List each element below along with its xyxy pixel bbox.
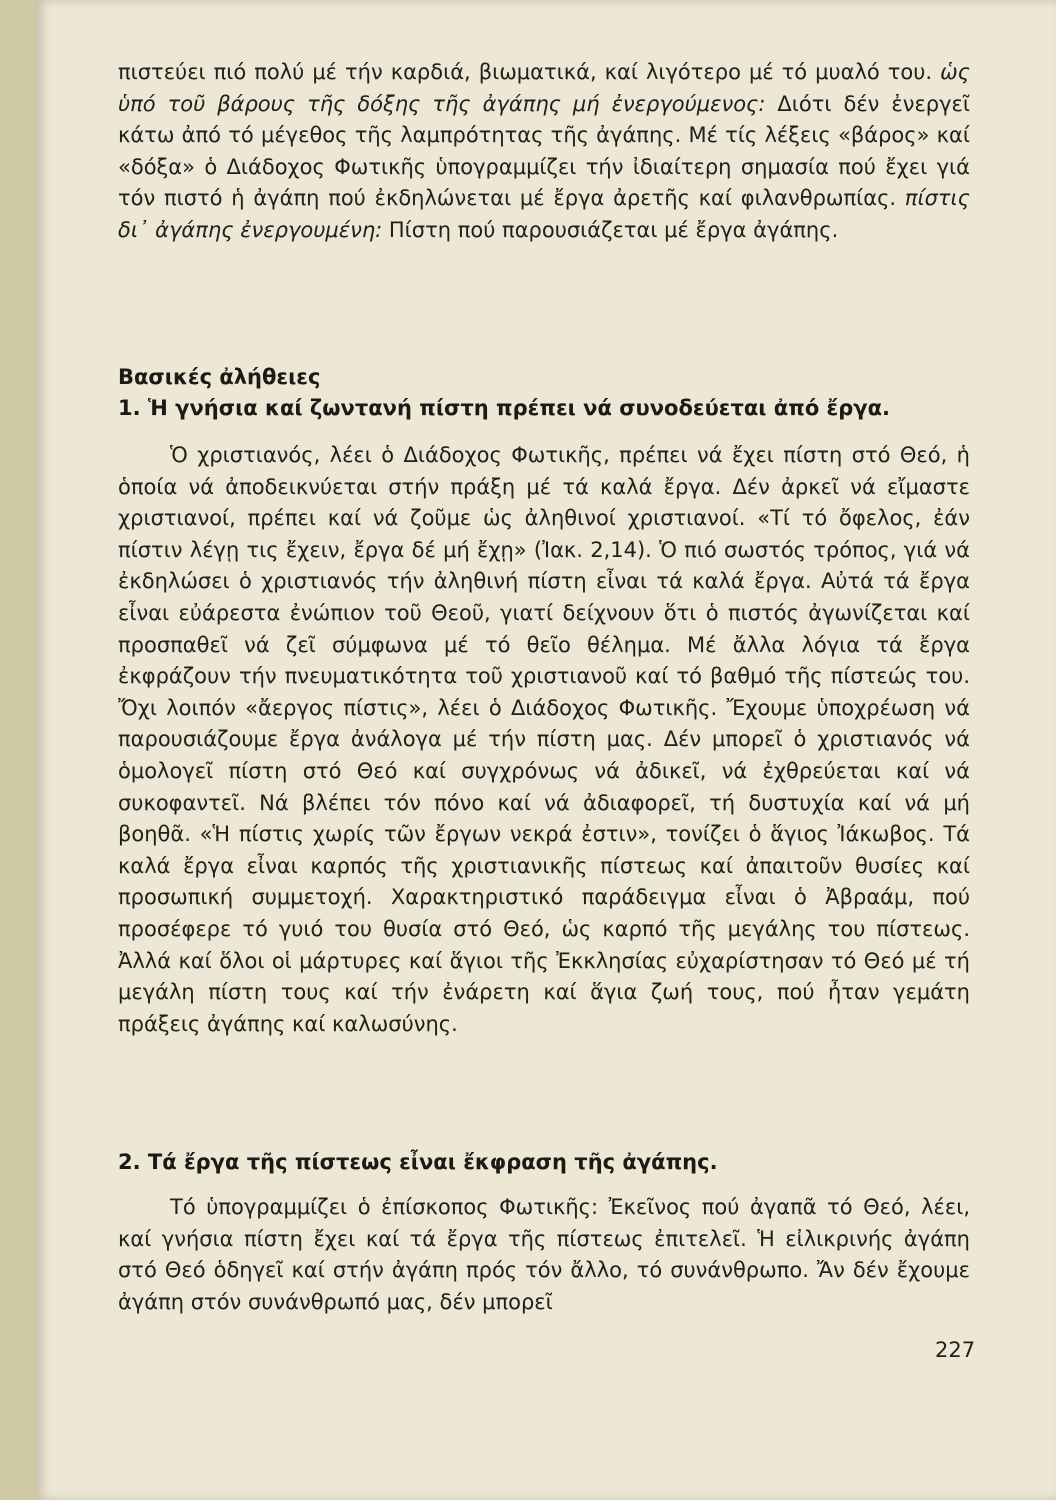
intro-text-2: Διότι δέν ἐνεργεῖ κάτω ἀπό τό μέγεθος τῆς λαμπρότητας τῆς ἀγάπης. Μέ τίς λέξεις «βάρος» καί «δόξα» ὁ Διάδοχος Φωτικῆς ὑπογραμμίζει τήν ἰδιαίτερη σημασία πού ἔχει γιά τόν πιστό ἡ ἀγάπη πού ἐκδηλώνεται μέ ἔργα ἀρετῆς καί φιλανθρωπίας. (118, 91, 971, 211)
intro-paragraph (118, 57, 970, 247)
section-1-heading: 1. Ἡ γνήσια καί ζωντανή πίστη πρέπει νά συνοδεύεται ἀπό ἔργα. (118, 396, 890, 420)
intro-italic-quote-2: πίστις δι᾽ ἀγάπης ἐνεργουμένη: (118, 186, 970, 242)
page-number: 227 (935, 1338, 976, 1362)
section-2-paragraph: Τό ὑπογραμμίζει ὁ ἐπίσκοπος Φωτικῆς: Ἐκεῖνος πού ἀγαπᾶ τό Θεό, λέει, καί γνήσια πίστη ἔχει καί τά ἔργα τῆς πίστεως ἐπιτελεῖ. Ἡ εἰλικρινής ἀγάπη στό Θεό ὁδηγεῖ καί στήν ἀγάπη πρός τόν ἄλλο, τό συνάνθρωπο. Ἄν δέν ἔχουμε ἀγάπη στόν συνάνθρωπό μας, δέν μπορεῖ (118, 1195, 970, 1314)
intro-italic-quote-1: ὡς ὑπό τοῦ βάρους τῆς δόξης τῆς ἀγάπης μή ἐνεργούμενος: (118, 60, 970, 116)
intro-text-1: πιστεύει πιό πολύ μέ τήν καρδιά, βιωματικά, καί λιγότερο μέ τό μυαλό του. (118, 60, 941, 84)
section-label: Βασικές ἀλήθειες (118, 365, 321, 389)
section-2-heading: 2. Τά ἔργα τῆς πίστεως εἶναι ἔκφραση τῆς ἀγάπης. (118, 1150, 718, 1174)
section-1-paragraph: Ὁ χριστιανός, λέει ὁ Διάδοχος Φωτικῆς, πρέπει νά ἔχει πίστη στό Θεό, ἡ ὁποία νά ἀποδεικνύεται στήν πράξη μέ τά καλά ἔργα. Δέν ἀρκεῖ νά εἴμαστε χριστιανοί, πρέπει καί νά ζοῦμε ὡς ἀληθινοί χριστιανοί. «Τί τό ὄφελος, ἐάν πίστιν λέγῃ τις ἔχειν, ἔργα δέ μή ἔχῃ» (Ἰακ. 2,14). Ὁ πιό σωστός τρόπος, γιά νά ἐκδηλώσει ὁ χριστιανός τήν ἀληθινή πίστη εἶναι τά καλά ἔργα. Αὐτά τά ἔργα εἶναι εὐάρεστα ἐνώπιον τοῦ Θεοῦ, γιατί δείχνουν ὅτι ὁ πιστός ἀγωνίζεται καί προσπαθεῖ νά ζεῖ σύμφωνα μέ τό θεῖο θέλημα. Μέ ἄλλα λόγια τά ἔργα ἐκφράζουν τήν πνευματικότητα τοῦ χριστιανοῦ καί τό βαθμό τῆς πίστεώς του. Ὄχι λοιπόν «ἄεργος πίστις», λέει ὁ Διάδοχος Φωτικῆς. Ἔχουμε ὑποχρέωση νά παρουσιάζουμε ἔργα ἀνάλογα μέ τήν πίστη μας. Δέν μπορεῖ ὁ χριστιανός νά ὁμολογεῖ πίστη στό Θεό καί συγχρόνως νά ἀδικεῖ, νά ἐχθρεύεται καί νά συκοφαντεῖ. Νά βλέπει τόν πόνο καί νά ἀδιαφορεῖ, τή δυστυχία καί νά μή βοηθᾶ. «Ἡ πίστις χωρίς τῶν ἔργων νεκρά ἐστιν», τονίζει ὁ ἅγιος Ἰάκωβος. Τά καλά ἔργα εἶναι καρπός τῆς χριστιανικῆς πίστεως καί ἀπαιτοῦν θυσίες καί προσωπική συμμετοχή. Χαρακτηριστικό παράδειγμα εἶναι ὁ Ἀβραάμ, πού προσέφερε τό γυιό του θυσία στό Θεό, ὡς καρπό τῆς μεγάλης του πίστεως. Ἀλλά καί ὅλοι οἱ μάρτυρες καί ἅγιοι τῆς Ἐκκλησίας εὐχαρίστησαν τό Θεό μέ τή μεγάλη πίστη τους καί τήν ἐνάρετη καί ἅγια ζωή τους, πού ἦταν γεμάτη πράξεις ἀγάπης καί καλωσύνης. (118, 443, 970, 1036)
intro-text-3: Πίστη πού παρουσιάζεται μέ ἔργα ἀγάπης. (382, 217, 839, 242)
